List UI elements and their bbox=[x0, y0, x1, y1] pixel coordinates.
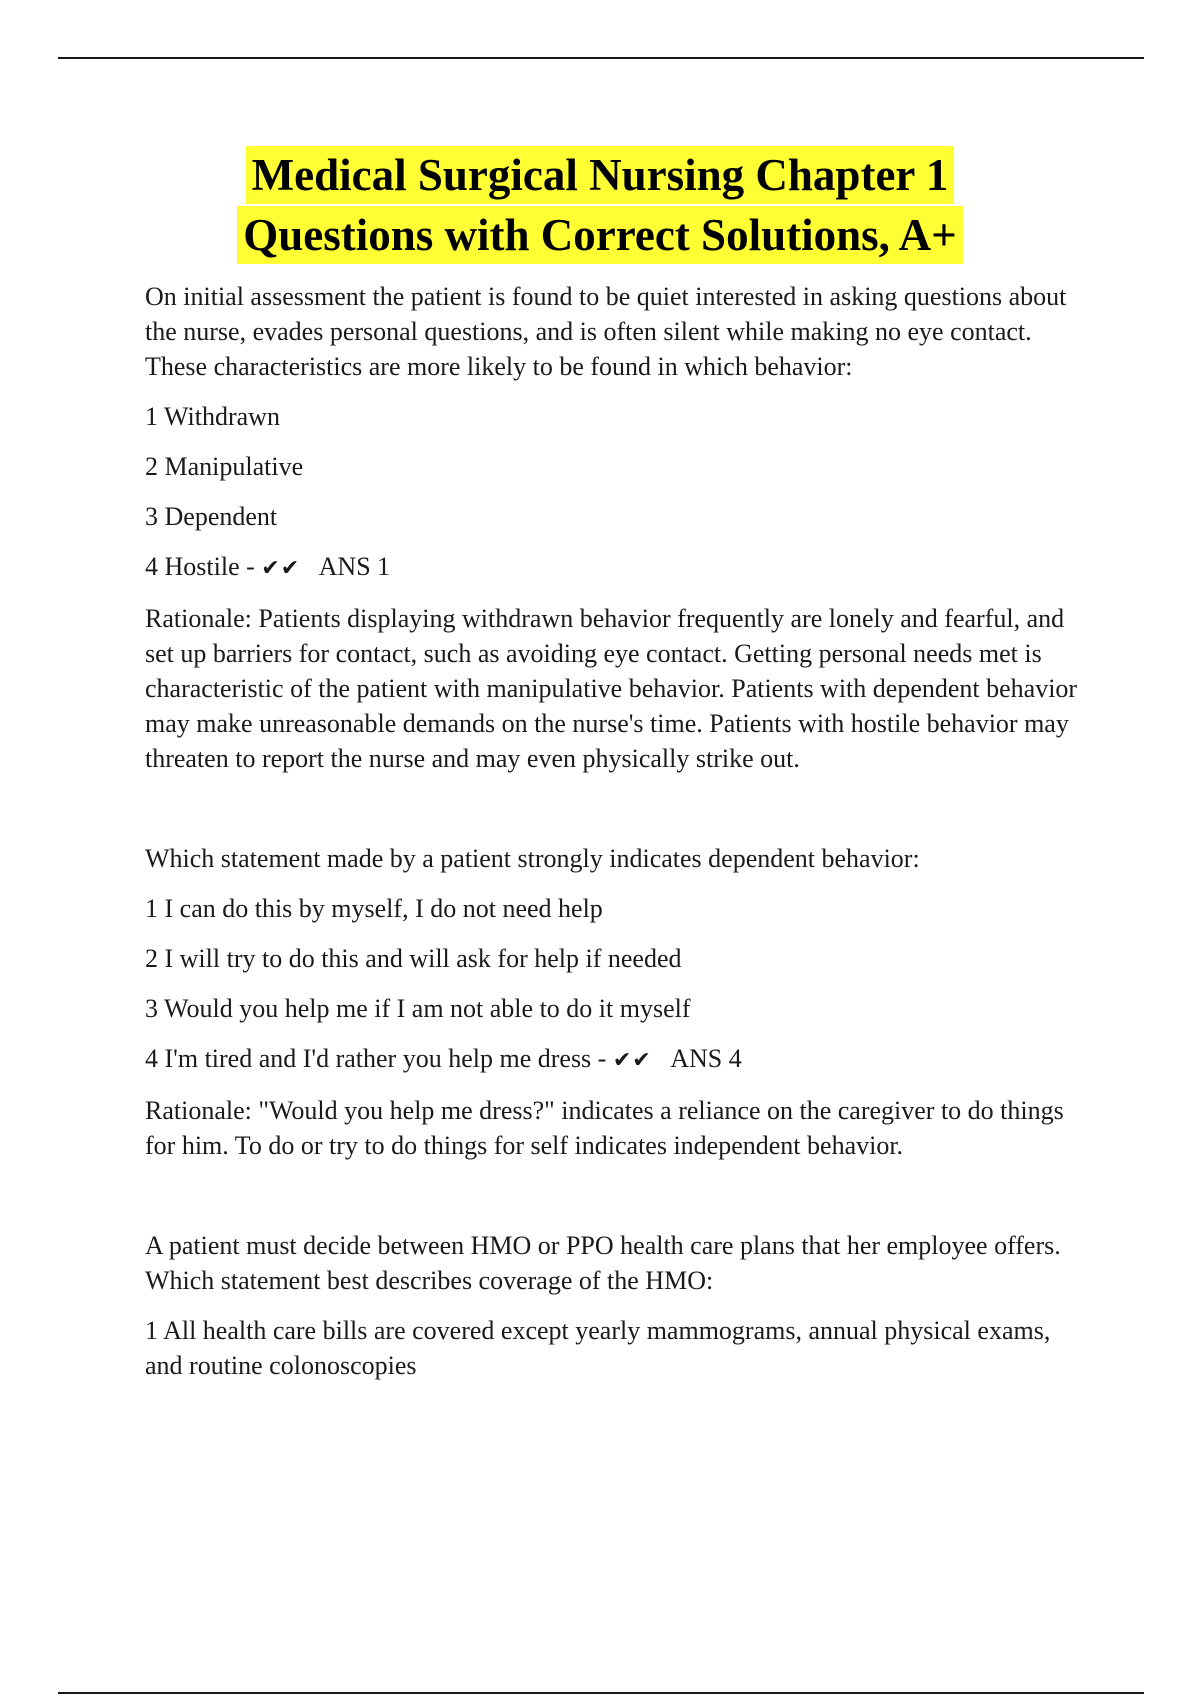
bottom-rule bbox=[58, 1692, 1144, 1694]
question-1-option-4 bbox=[145, 549, 1090, 586]
check-mark-icon: ✔✔ bbox=[612, 1048, 652, 1073]
question-1-rationale: Rationale: Patients displaying withdrawn behavior frequently are lonely and fearful, and set up barriers for contact, such as avoiding eye contact. Getting personal needs met is characteristic of the patient with manipulative behavior. Patients with dependent behavior may make unreasonable demands on the nurse's time. Patients with hostile behavior may threaten to report the nurse and may even physically strike out. bbox=[145, 604, 1078, 773]
top-rule bbox=[58, 57, 1144, 59]
section-spacer bbox=[145, 1178, 1090, 1228]
section-spacer bbox=[145, 791, 1090, 841]
question-2-rationale: Rationale: "Would you help me dress?" indicates a reliance on the caregiver to do things for him. To do or try to do things for self indicates independent behavior. bbox=[145, 1096, 1064, 1160]
question-1-option-3: 3 Dependent bbox=[145, 502, 278, 531]
question-2-option-4-text: 4 I'm tired and I'd rather you help me dress - bbox=[145, 1044, 607, 1073]
document-body bbox=[145, 279, 1090, 1398]
question-2-option-2: 2 I will try to do this and will ask for help if needed bbox=[145, 944, 682, 973]
question-3-stem: A patient must decide between HMO or PPO health care plans that her employee offers. Which statement best describes coverage of the HMO: bbox=[145, 1231, 1061, 1295]
document-title bbox=[0, 146, 1200, 266]
question-1-option-1: 1 Withdrawn bbox=[145, 402, 280, 431]
title-line-1: Medical Surgical Nursing Chapter 1 bbox=[246, 146, 955, 204]
question-2-option-1: 1 I can do this by myself, I do not need help bbox=[145, 894, 603, 923]
question-1-stem: On initial assessment the patient is found to be quiet interested in asking questions about the nurse, evades personal questions, and is often silent while making no eye contact. These characteristics are more likely to be found in which behavior: bbox=[145, 282, 1067, 381]
question-1-answer: ANS 1 bbox=[318, 552, 391, 581]
question-1-option-2: 2 Manipulative bbox=[145, 452, 304, 481]
question-2-option-4 bbox=[145, 1041, 1090, 1078]
question-1-option-4-text: 4 Hostile - bbox=[145, 552, 255, 581]
question-2-stem: Which statement made by a patient strongly indicates dependent behavior: bbox=[145, 844, 920, 873]
title-line-2: Questions with Correct Solutions, A+ bbox=[237, 206, 963, 264]
question-2-option-3: 3 Would you help me if I am not able to do it myself bbox=[145, 994, 691, 1023]
check-mark-icon: ✔✔ bbox=[261, 556, 301, 581]
question-3-option-1: 1 All health care bills are covered except yearly mammograms, annual physical exams, and routine colonoscopies bbox=[145, 1316, 1051, 1380]
question-2-answer: ANS 4 bbox=[670, 1044, 742, 1073]
